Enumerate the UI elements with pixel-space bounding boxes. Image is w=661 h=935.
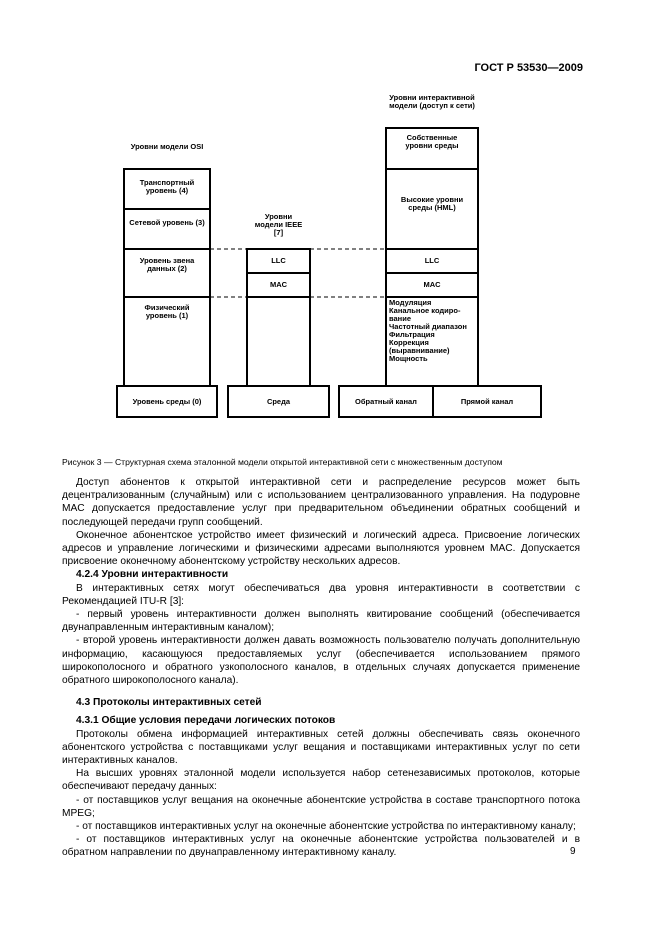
osi-diagram-lines: [0, 0, 661, 450]
list-item: Модуляция: [389, 298, 432, 307]
section-heading-4-2-4: 4.2.4 Уровни интерактивности: [76, 569, 229, 581]
list-item: Частотный диапазон: [389, 322, 467, 331]
paragraph: Оконечное абонентское устройство имеет физический и логический адреса. Присвоение логических адресов и управление логическими и физическими адресами выполняются уровнем MAC. Допускается присвоение оконечному абонентскому устройству нескольких адресов.: [62, 529, 580, 568]
paragraph: Доступ абонентов к открытой интерактивной сети и распределение ресурсов может быть децентрализованным (случайным) или с использованием централизованного управления. На подуровне MAC допускается предоставление услуг при предварительном объединении обратных сообщений и последующей передачи групп сообщений.: [62, 477, 580, 528]
list-item: Коррекция (выравнивание): [389, 338, 450, 355]
list-item: - от поставщиков услуг вещания на оконечные абонентские устройства в составе транспортного потока MPEG;: [62, 794, 580, 819]
interactive-llc-sublayer: LLC: [424, 256, 440, 265]
body-text: [62, 476, 580, 860]
section-heading-4-3: 4.3 Протоколы интерактивных сетей: [76, 697, 262, 709]
list-item: Фильтрация: [389, 330, 435, 339]
paragraph: В интерактивных сетях могут обеспечиваться два уровня интерактивности в соответствии с Рекомендацией ITU-R [3]:: [62, 582, 580, 607]
osi-model-title: Уровни модели OSI: [130, 142, 204, 151]
list-item: - второй уровень интерактивности должен давать возможность пользователю получать дополнительную информацию, касающуюся предоставляемых услуг (обеспечивается использованием прямого широкополосного и обратного узкополосного каналов, в отдельных случаях допускается применение обратного широкополосного канала).: [62, 635, 580, 687]
list-item: - первый уровень интерактивности должен выполнять квитирование сообщений (обеспечивается двунаправленным интерактивным каналом);: [62, 609, 580, 634]
figure-caption: Рисунок 3 — Структурная схема эталонной модели открытой интерактивной сети с множественным доступом: [62, 457, 503, 467]
osi-physical-layer: Физический уровень (1): [144, 303, 190, 320]
osi-datalink-layer: Уровень звена данных (2): [139, 256, 195, 273]
interactive-mac-sublayer: MAC: [423, 280, 441, 289]
osi-medium-layer: Уровень среды (0): [132, 397, 202, 406]
list-item: - от поставщиков интерактивных услуг на оконечные абонентские устройства по интерактивному каналу;: [76, 821, 576, 833]
interactive-model-title: Уровни интерактивной модели (доступ к сети): [389, 93, 475, 110]
list-item: Канальное кодиро-вание: [389, 306, 461, 323]
section-heading-4-3-1: 4.3.1 Общие условия передачи логических потоков: [76, 715, 336, 727]
interactive-physical-list: [389, 299, 477, 363]
ieee-llc-sublayer: LLC: [271, 256, 286, 265]
list-item: Мощность: [389, 354, 428, 363]
direct-channel: Прямой канал: [460, 397, 514, 406]
paragraph: На высших уровнях эталонной модели используется набор сетенезависимых протоколов, которые обеспечивают передачу данных:: [62, 768, 580, 793]
list-item: - от поставщиков интерактивных услуг на оконечные абонентские устройства пользователей и в обратном направлении по двунаправленному интерактивному каналу.: [62, 834, 580, 859]
osi-transport-layer: Транспортный уровень (4): [139, 178, 195, 195]
page-number: 9: [570, 846, 576, 857]
ieee-model-title: Уровни модели IEEE [7]: [254, 212, 303, 237]
standard-number: ГОСТ Р 53530—2009: [474, 62, 583, 74]
paragraph: Протоколы обмена информацией интерактивных сетей должны обеспечивать связь оконечного абонентского устройства с поставщиками услуг вещания и поставщиками интерактивных услуг по сети интерактивных каналов.: [62, 728, 580, 767]
interactive-high-levels: Высокие уровни среды (HML): [400, 195, 464, 212]
return-channel: Обратный канал: [355, 397, 417, 406]
osi-network-layer: Сетевой уровень (3): [129, 218, 205, 227]
interactive-own-levels: Собственные уровни среды: [405, 133, 459, 150]
ieee-mac-sublayer: MAC: [269, 280, 288, 289]
ieee-medium: Среда: [266, 397, 291, 406]
